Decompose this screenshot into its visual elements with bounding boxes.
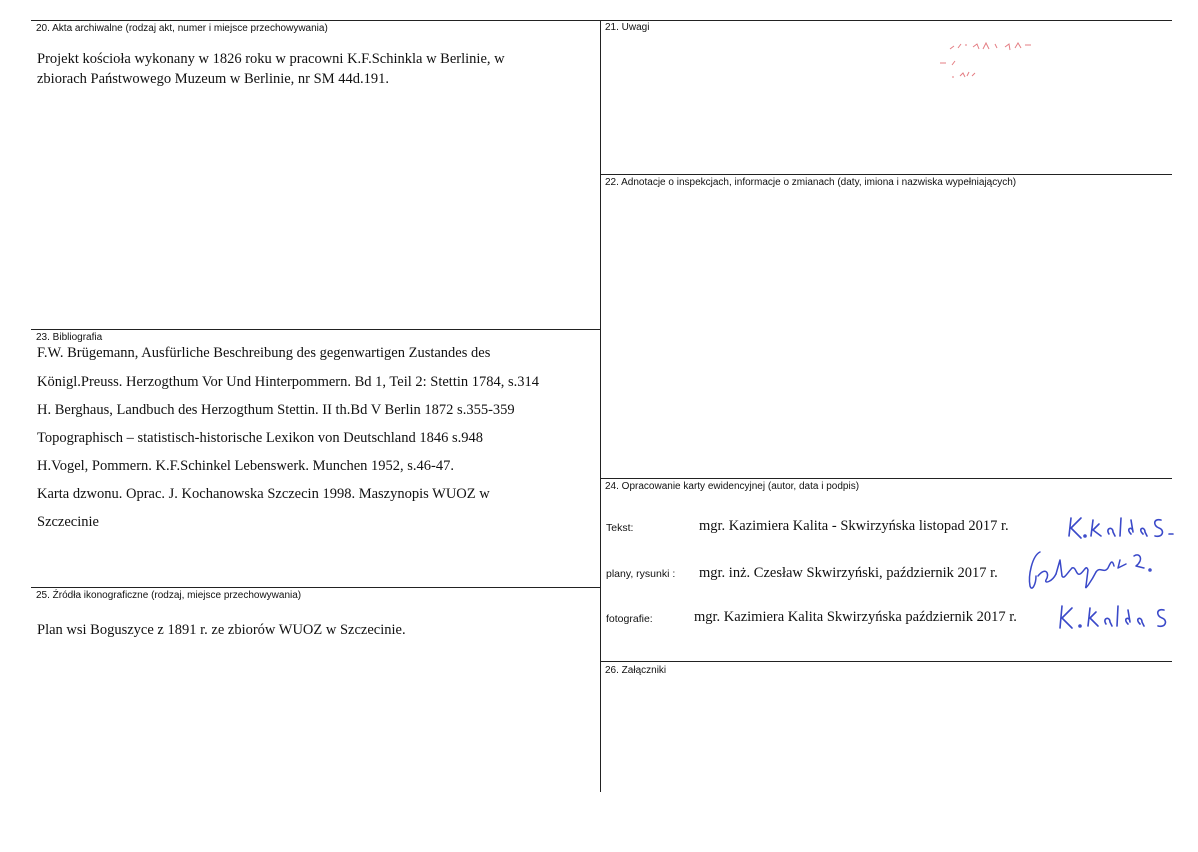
rule-25 [31,587,600,588]
rule-22 [600,174,1172,175]
signature-2 [1022,546,1162,594]
section-24-label: 24. Opracowanie karty ewidencyjnej (autor, data i podpis) [605,481,860,492]
bibliography-item: Szczecinie [37,514,99,530]
bibliography-item: Topographisch – statistisch-historische Lexikon von Deutschland 1846 s.948 [37,430,484,446]
section-20-label: 20. Akta archiwalne (rodzaj akt, numer i miejsce przechowywania) [36,23,328,34]
section-22-label: 22. Adnotacje o inspekcjach, informacje o zmianach (daty, imiona i nazwiska wypełniających) [605,177,1017,188]
top-rule-right [600,20,1172,21]
section-20-line-1: Projekt kościoła wykonany w 1826 roku w pracowni K.F.Schinkla w Berlinie, w [37,51,505,67]
section-25-label: 25. Źródła ikonograficzne (rodzaj, miejsce przechowywania) [36,590,302,601]
section-25-line-1: Plan wsi Boguszyce z 1891 r. ze zbiorów WUOZ w Szczecinie. [37,622,406,638]
drawings-author-value: mgr. inż. Czesław Skwirzyński, październik 2017 r. [699,565,998,581]
rule-23 [31,329,600,330]
photos-author-key: fotografie: [606,613,653,625]
drawings-author-key: plany, rysunki : [606,568,676,580]
bibliography-item: H.Vogel, Pommern. K.F.Schinkel Lebenswerk. Munchen 1952, s.46-47. [37,458,455,474]
bibliography-item: F.W. Brügemann, Ausfürliche Beschreibung des gegenwartigen Zustandes des [37,345,491,361]
section-23-label: 23. Bibliografia [36,332,103,343]
bibliography-item: Karta dzwonu. Oprac. J. Kochanowska Szczecin 1998. Maszynopis WUOZ w [37,486,490,502]
bibliography-item: Königl.Preuss. Herzogthum Vor Und Hinterpommern. Bd 1, Teil 2: Stettin 1784, s.314 [37,374,540,390]
section-21-label: 21. Uwagi [605,22,650,33]
section-26-label: 26. Załączniki [605,665,667,676]
signature-1 [1065,512,1175,546]
top-rule-left [31,20,600,21]
red-stamp-mark [925,35,1045,85]
center-divider [600,20,601,792]
text-author-key: Tekst: [606,522,634,534]
photos-author-value: mgr. Kazimiera Kalita Skwirzyńska październik 2017 r. [694,609,1017,625]
signature-3 [1054,600,1174,634]
text-author-value: mgr. Kazimiera Kalita - Skwirzyńska listopad 2017 r. [699,518,1009,534]
section-20-line-2: zbiorach Państwowego Muzeum w Berlinie, nr SM 44d.191. [37,71,389,87]
rule-26 [600,661,1172,662]
bibliography-item: H. Berghaus, Landbuch des Herzogthum Stettin. II th.Bd V Berlin 1872 s.355-359 [37,402,515,418]
rule-24 [600,478,1172,479]
